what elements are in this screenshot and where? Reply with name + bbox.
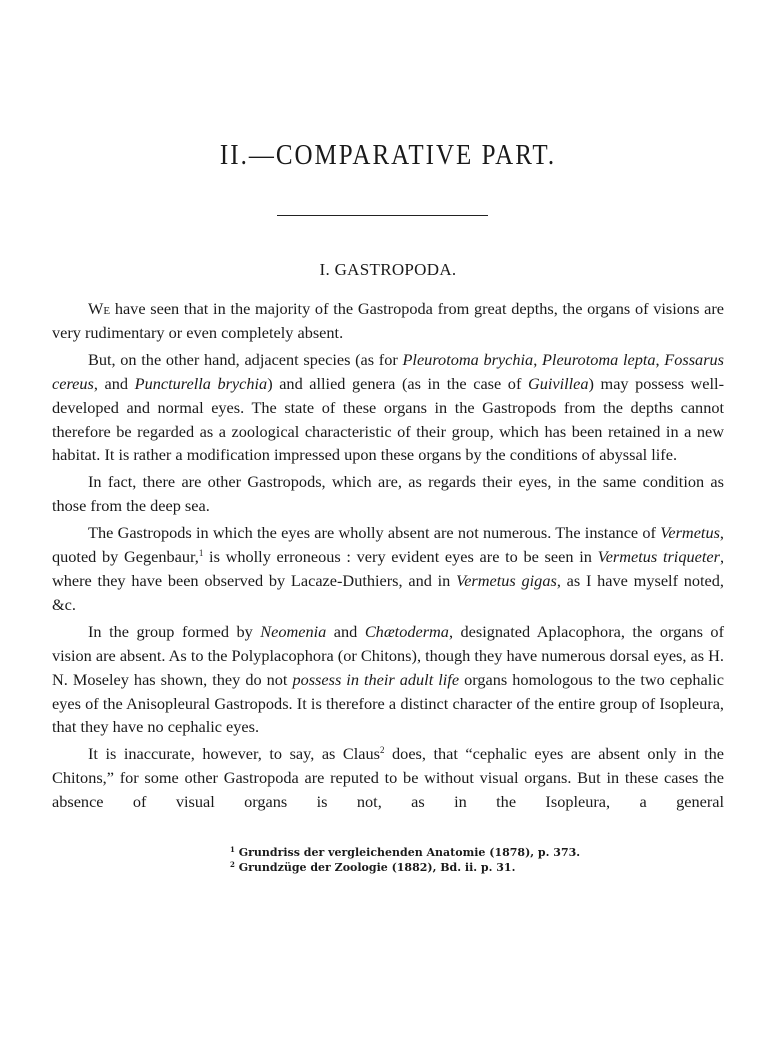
part-title: II.—COMPARATIVE PART. xyxy=(219,140,557,171)
paragraph-text: , where they have been observed by Lacaze-Duthiers, and in xyxy=(52,547,725,590)
paragraph-2 xyxy=(52,348,724,468)
paragraph-text: is wholly erroneous : very evident eyes are to be seen in xyxy=(203,547,598,567)
paragraph-4 xyxy=(52,521,724,617)
paragraph-1 xyxy=(52,297,724,345)
footnote-text: Grundriss der vergleichenden Anatomie (1878), p. 373. xyxy=(234,846,581,859)
paragraph-text: The Gastropods in which the eyes are wholly absent are not numerous. The instance of xyxy=(88,523,661,543)
paragraph-3 xyxy=(52,470,724,518)
species-name: Puncturella brychia xyxy=(134,373,268,393)
footnote-2 xyxy=(230,860,650,875)
paragraph-text: and xyxy=(326,621,365,641)
footnote-text: Grundzüge der Zoologie (1882), Bd. ii. p. 31. xyxy=(234,861,516,874)
species-name: Vermetus gigas xyxy=(456,570,557,590)
paragraph-text: In the group formed by xyxy=(88,621,261,641)
paragraph-text: It is inaccurate, however, to say, as Claus xyxy=(88,744,380,764)
genus-name: Chætoderma xyxy=(364,621,449,641)
footnote-1 xyxy=(230,845,650,860)
species-name: Fossarus cereus xyxy=(52,349,725,393)
footnotes xyxy=(230,845,650,875)
footnote-mark: 1 xyxy=(230,845,235,854)
paragraph-text: But, on the other hand, adjacent species (as for xyxy=(88,349,403,369)
species-name: Pleurotoma brychia xyxy=(402,349,534,369)
paragraph-text: , quoted by Gegenbaur, xyxy=(52,523,724,567)
footnote-ref-2[interactable]: 2 xyxy=(380,745,385,756)
paragraph-text: have seen that in the majority of the Gastropoda from great depths, the organs of visions are very rudimentary or even completely absent. xyxy=(52,299,724,342)
paragraph-text: , designated Aplacophora, the organs of vision are absent. As to the Polyplacophora (or Chitons), though they have numerous dorsal eyes, as H. N. Moseley has shown, they do not xyxy=(52,621,724,689)
footnote-ref-1[interactable]: 1 xyxy=(198,548,204,559)
section-heading: I. GASTROPODA. xyxy=(319,260,457,279)
dropcap-word: We xyxy=(88,299,111,318)
genus-name: Vermetus xyxy=(660,523,720,543)
paragraph-text: ) may possess well-developed and normal eyes. The state of these organs in the Gastropods from the depths cannot therefore be regarded as a zoological characteristic of their group, which has been retained in a new habitat. It is rather a modification impressed upon these organs by the conditions of abyssal life. xyxy=(52,373,725,465)
footnote-mark: 2 xyxy=(230,860,235,869)
paragraph-text: , xyxy=(533,349,542,369)
title-rule xyxy=(277,215,488,216)
paragraph-text: , xyxy=(655,349,665,369)
paragraph-text: In fact, there are other Gastropods, which are, as regards their eyes, in the same condition as those from the deep sea. xyxy=(52,472,724,516)
paragraph-text: , as I have myself noted, &c. xyxy=(52,570,724,614)
paragraph-text: ) and allied genera (as in the case of xyxy=(267,373,528,393)
body-text xyxy=(52,297,724,817)
genus-name: Guivillea xyxy=(527,373,589,393)
paragraph-text: organs homologous to the two cephalic eyes of the Anisopleural Gastropods. It is therefore a distinct character of the entire group of Isopleura, that they have no cephalic eyes. xyxy=(52,669,724,737)
paragraph-5 xyxy=(52,620,724,740)
species-name: Vermetus triqueter xyxy=(597,547,720,567)
paragraph-text: does, that “cephalic eyes are absent only in the Chitons,” for some other Gastropoda are reputed to be without visual organs. But in these cases the absence of visual organs is not, as in the Isopleura, a general xyxy=(52,744,724,812)
paragraph-6 xyxy=(52,742,724,814)
genus-name: Neomenia xyxy=(260,621,327,641)
emphasis-text: possess in their adult life xyxy=(292,669,460,689)
species-name: Pleurotoma lepta xyxy=(541,349,656,369)
paragraph-text: , and xyxy=(93,373,135,393)
